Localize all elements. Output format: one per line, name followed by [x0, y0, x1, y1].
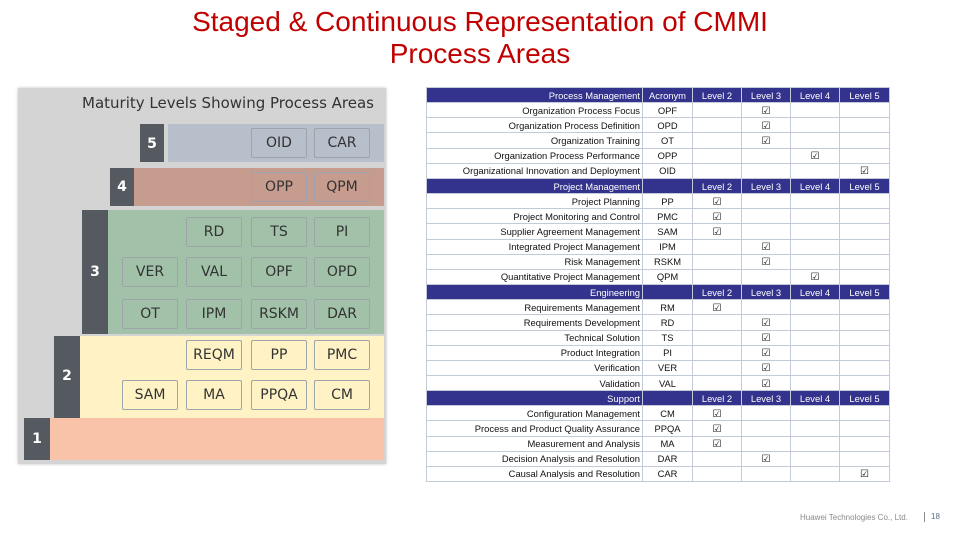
checkbox-checked-icon: ☑ — [761, 348, 771, 360]
process-area-name: Organization Process Focus — [427, 103, 643, 118]
process-area-table — [426, 87, 890, 482]
section-name: Project Management — [427, 178, 643, 193]
level-3-cell — [742, 300, 791, 315]
level-5-cell — [840, 406, 890, 421]
level-3-number: 3 — [90, 264, 100, 280]
table-row — [427, 375, 890, 390]
level-5-cell — [840, 451, 890, 466]
process-area-name: Requirements Development — [427, 315, 643, 330]
level-2-cell — [693, 254, 742, 269]
level-2-cell — [693, 239, 742, 254]
table-row — [427, 315, 890, 330]
level-5-cell — [840, 436, 890, 451]
table-row — [427, 239, 890, 254]
checkbox-checked-icon: ☑ — [810, 272, 820, 284]
level-2-cell — [693, 451, 742, 466]
level-3-cell — [742, 360, 791, 375]
maturity-diagram-title: Maturity Levels Showing Process Areas — [82, 94, 375, 112]
level-3-cell — [742, 118, 791, 133]
table-row — [427, 269, 890, 284]
level-header: Level 3 — [742, 391, 791, 406]
section-name: Process Management — [427, 88, 643, 103]
level-3-cell — [742, 406, 791, 421]
process-area-acronym: PP — [643, 194, 693, 209]
checkbox-checked-icon: ☑ — [761, 120, 771, 132]
process-area-cm: CM — [314, 380, 370, 410]
process-area-oid: OID — [251, 128, 307, 158]
level-4-cell — [791, 194, 840, 209]
level-4-cell — [791, 451, 840, 466]
acronym-header: Acronym — [643, 88, 693, 103]
table-row — [427, 148, 890, 163]
checkbox-checked-icon: ☑ — [761, 257, 771, 269]
level-4-cell — [791, 133, 840, 148]
process-area-acronym: TS — [643, 330, 693, 345]
level-4-cell — [791, 466, 840, 481]
level-4-cell — [791, 436, 840, 451]
level-2-cell — [693, 224, 742, 239]
table-row — [427, 360, 890, 375]
process-area-ver: VER — [122, 257, 178, 287]
process-area-name: Quantitative Project Management — [427, 269, 643, 284]
level-5-cell — [840, 375, 890, 390]
level-3-marker — [82, 210, 108, 334]
footer-separator — [924, 512, 925, 522]
table-row — [427, 209, 890, 224]
table-row — [427, 345, 890, 360]
table-row — [427, 451, 890, 466]
checkbox-checked-icon: ☑ — [712, 196, 722, 208]
level-4-cell — [791, 360, 840, 375]
checkbox-checked-icon: ☑ — [712, 226, 722, 238]
level-3-cell — [742, 239, 791, 254]
process-area-ts: TS — [251, 217, 307, 247]
checkbox-checked-icon: ☑ — [860, 469, 869, 481]
checkbox-checked-icon: ☑ — [761, 105, 771, 117]
level-3-cell — [742, 436, 791, 451]
level-4-cell — [791, 163, 840, 178]
level-4-cell — [791, 375, 840, 390]
table-row — [427, 224, 890, 239]
level-4-cell — [791, 209, 840, 224]
table-row — [427, 406, 890, 421]
checkbox-checked-icon: ☑ — [860, 166, 869, 178]
level-header: Level 5 — [840, 88, 890, 103]
level-header: Level 3 — [742, 88, 791, 103]
level-5-cell — [840, 133, 890, 148]
table-row — [427, 103, 890, 118]
level-5-cell — [840, 148, 890, 163]
process-area-acronym: MA — [643, 436, 693, 451]
level-5-cell — [840, 315, 890, 330]
level-2-cell — [693, 269, 742, 284]
process-area-pp: PP — [251, 340, 307, 370]
level-3-cell — [742, 375, 791, 390]
table-row — [427, 330, 890, 345]
level-2-cell — [693, 406, 742, 421]
level-header: Level 4 — [791, 88, 840, 103]
checkbox-checked-icon: ☑ — [712, 424, 722, 436]
checkbox-checked-icon: ☑ — [761, 242, 771, 254]
process-area-acronym: OID — [643, 163, 693, 178]
process-area-dar: DAR — [314, 299, 370, 329]
process-area-rskm: RSKM — [251, 299, 307, 329]
level-header: Level 5 — [840, 391, 890, 406]
process-area-ma: MA — [186, 380, 242, 410]
level-2-cell — [693, 421, 742, 436]
level-4-cell — [791, 406, 840, 421]
process-area-name: Organization Process Definition — [427, 118, 643, 133]
acronym-header — [643, 391, 693, 406]
level-2-cell — [693, 300, 742, 315]
level-3-cell — [742, 466, 791, 481]
page-number: 18 — [931, 512, 940, 521]
process-area-acronym: PMC — [643, 209, 693, 224]
level-4-marker — [110, 168, 134, 206]
process-area-acronym: QPM — [643, 269, 693, 284]
level-header: Level 2 — [693, 178, 742, 193]
process-area-ppqa: PPQA — [251, 380, 307, 410]
process-area-name: Organization Process Performance — [427, 148, 643, 163]
level-2-cell — [693, 194, 742, 209]
level-2-cell — [693, 148, 742, 163]
level-3-cell — [742, 224, 791, 239]
process-area-ipm: IPM — [186, 299, 242, 329]
table-row — [427, 254, 890, 269]
level-5-cell — [840, 330, 890, 345]
checkbox-checked-icon: ☑ — [761, 454, 771, 466]
section-name: Engineering — [427, 285, 643, 300]
level-4-cell — [791, 118, 840, 133]
process-area-car: CAR — [314, 128, 370, 158]
process-area-reqm: REQM — [186, 340, 242, 370]
level-2-cell — [693, 163, 742, 178]
process-area-name: Integrated Project Management — [427, 239, 643, 254]
slide-title-line-1: Staged & Continuous Representation of CMMI — [192, 6, 768, 37]
level-4-cell — [791, 239, 840, 254]
level-5-cell — [840, 103, 890, 118]
process-area-acronym: OPP — [643, 148, 693, 163]
section-name: Support — [427, 391, 643, 406]
table-row — [427, 436, 890, 451]
level-3-cell — [742, 345, 791, 360]
level-5-cell — [840, 163, 890, 178]
level-header: Level 3 — [742, 178, 791, 193]
process-area-name: Configuration Management — [427, 406, 643, 421]
level-5-cell — [840, 118, 890, 133]
level-5-cell — [840, 360, 890, 375]
process-area-name: Risk Management — [427, 254, 643, 269]
footer-company: Huawei Technologies Co., Ltd. — [800, 513, 908, 522]
level-header: Level 2 — [693, 88, 742, 103]
level-4-cell — [791, 254, 840, 269]
level-5-cell — [840, 345, 890, 360]
table-row — [427, 421, 890, 436]
level-4-number: 4 — [117, 179, 127, 195]
level-5-marker — [140, 124, 164, 162]
table-row — [427, 466, 890, 481]
level-2-cell — [693, 466, 742, 481]
level-2-cell — [693, 345, 742, 360]
acronym-header — [643, 285, 693, 300]
checkbox-checked-icon: ☑ — [712, 211, 722, 223]
level-4-cell — [791, 224, 840, 239]
level-2-cell — [693, 103, 742, 118]
level-3-cell — [742, 269, 791, 284]
process-area-acronym: DAR — [643, 451, 693, 466]
process-area-ot: OT — [122, 299, 178, 329]
checkbox-checked-icon: ☑ — [712, 302, 722, 314]
level-3-cell — [742, 209, 791, 224]
table-row — [427, 300, 890, 315]
level-4-cell — [791, 148, 840, 163]
process-area-name: Process and Product Quality Assurance — [427, 421, 643, 436]
level-4-cell — [791, 269, 840, 284]
process-area-name: Causal Analysis and Resolution — [427, 466, 643, 481]
process-area-opf: OPF — [251, 257, 307, 287]
level-3-cell — [742, 254, 791, 269]
level-3-cell — [742, 421, 791, 436]
checkbox-checked-icon: ☑ — [761, 333, 771, 345]
process-area-name: Project Monitoring and Control — [427, 209, 643, 224]
level-2-cell — [693, 315, 742, 330]
process-area-acronym: PPQA — [643, 421, 693, 436]
level-1-marker — [24, 418, 50, 460]
process-area-name: Product Integration — [427, 345, 643, 360]
level-3-cell — [742, 163, 791, 178]
level-5-cell — [840, 269, 890, 284]
maturity-levels-diagram — [18, 88, 386, 464]
checkbox-checked-icon: ☑ — [712, 439, 722, 451]
process-area-val: VAL — [186, 257, 242, 287]
level-2-cell — [693, 375, 742, 390]
process-area-opp: OPP — [251, 172, 307, 202]
level-2-number: 2 — [62, 368, 72, 384]
level-5-cell — [840, 224, 890, 239]
process-area-acronym: SAM — [643, 224, 693, 239]
level-2-cell — [693, 330, 742, 345]
process-area-acronym: RSKM — [643, 254, 693, 269]
process-area-table-body — [427, 88, 890, 482]
table-section-header — [427, 285, 890, 300]
level-3-cell — [742, 148, 791, 163]
level-header: Level 4 — [791, 178, 840, 193]
level-header: Level 2 — [693, 285, 742, 300]
level-5-cell — [840, 194, 890, 209]
process-area-pi: PI — [314, 217, 370, 247]
process-area-acronym: OT — [643, 133, 693, 148]
level-header: Level 2 — [693, 391, 742, 406]
checkbox-checked-icon: ☑ — [810, 151, 820, 163]
level-3-cell — [742, 103, 791, 118]
level-5-cell — [840, 300, 890, 315]
process-area-sam: SAM — [122, 380, 178, 410]
level-4-cell — [791, 345, 840, 360]
process-area-name: Organization Training — [427, 133, 643, 148]
process-area-name: Project Planning — [427, 194, 643, 209]
process-area-acronym: VAL — [643, 375, 693, 390]
process-area-opd: OPD — [314, 257, 370, 287]
process-area-name: Decision Analysis and Resolution — [427, 451, 643, 466]
process-area-acronym: RM — [643, 300, 693, 315]
process-area-acronym: CAR — [643, 466, 693, 481]
table-row — [427, 118, 890, 133]
process-area-acronym: IPM — [643, 239, 693, 254]
level-2-cell — [693, 209, 742, 224]
acronym-header — [643, 178, 693, 193]
process-area-pmc: PMC — [314, 340, 370, 370]
process-area-name: Organizational Innovation and Deployment — [427, 163, 643, 178]
process-area-acronym: PI — [643, 345, 693, 360]
level-2-cell — [693, 133, 742, 148]
process-area-name: Requirements Management — [427, 300, 643, 315]
checkbox-checked-icon: ☑ — [761, 136, 771, 148]
level-1-number: 1 — [32, 431, 42, 447]
level-4-cell — [791, 300, 840, 315]
level-5-cell — [840, 254, 890, 269]
process-area-name: Technical Solution — [427, 330, 643, 345]
level-3-cell — [742, 315, 791, 330]
table-section-header — [427, 88, 890, 103]
level-5-cell — [840, 209, 890, 224]
process-area-rd: RD — [186, 217, 242, 247]
process-area-name: Measurement and Analysis — [427, 436, 643, 451]
level-4-cell — [791, 315, 840, 330]
process-area-acronym: OPF — [643, 103, 693, 118]
level-3-cell — [742, 330, 791, 345]
level-2-cell — [693, 118, 742, 133]
level-5-number: 5 — [147, 136, 157, 152]
level-4-cell — [791, 330, 840, 345]
process-area-acronym: RD — [643, 315, 693, 330]
table-row — [427, 194, 890, 209]
level-5-cell — [840, 239, 890, 254]
level-header: Level 4 — [791, 391, 840, 406]
checkbox-checked-icon: ☑ — [712, 408, 722, 420]
checkbox-checked-icon: ☑ — [761, 317, 771, 329]
process-area-acronym: OPD — [643, 118, 693, 133]
table-section-header — [427, 391, 890, 406]
level-2-cell — [693, 360, 742, 375]
level-5-cell — [840, 466, 890, 481]
level-4-cell — [791, 421, 840, 436]
table-section-header — [427, 178, 890, 193]
level-3-cell — [742, 133, 791, 148]
level-3-cell — [742, 451, 791, 466]
process-area-name: Supplier Agreement Management — [427, 224, 643, 239]
process-area-qpm: QPM — [314, 172, 370, 202]
checkbox-checked-icon: ☑ — [761, 378, 771, 390]
level-2-marker — [54, 336, 80, 418]
table-row — [427, 163, 890, 178]
level-header: Level 3 — [742, 285, 791, 300]
table-row — [427, 133, 890, 148]
level-header: Level 4 — [791, 285, 840, 300]
checkbox-checked-icon: ☑ — [761, 363, 771, 375]
level-3-cell — [742, 194, 791, 209]
level-1-band — [50, 418, 384, 460]
level-header: Level 5 — [840, 178, 890, 193]
process-area-name: Verification — [427, 360, 643, 375]
process-area-acronym: CM — [643, 406, 693, 421]
slide-title-line-2: Process Areas — [389, 38, 571, 69]
level-4-cell — [791, 103, 840, 118]
process-area-acronym: VER — [643, 360, 693, 375]
level-2-cell — [693, 436, 742, 451]
process-area-name: Validation — [427, 375, 643, 390]
level-header: Level 5 — [840, 285, 890, 300]
slide-title — [0, 6, 960, 70]
level-5-cell — [840, 421, 890, 436]
